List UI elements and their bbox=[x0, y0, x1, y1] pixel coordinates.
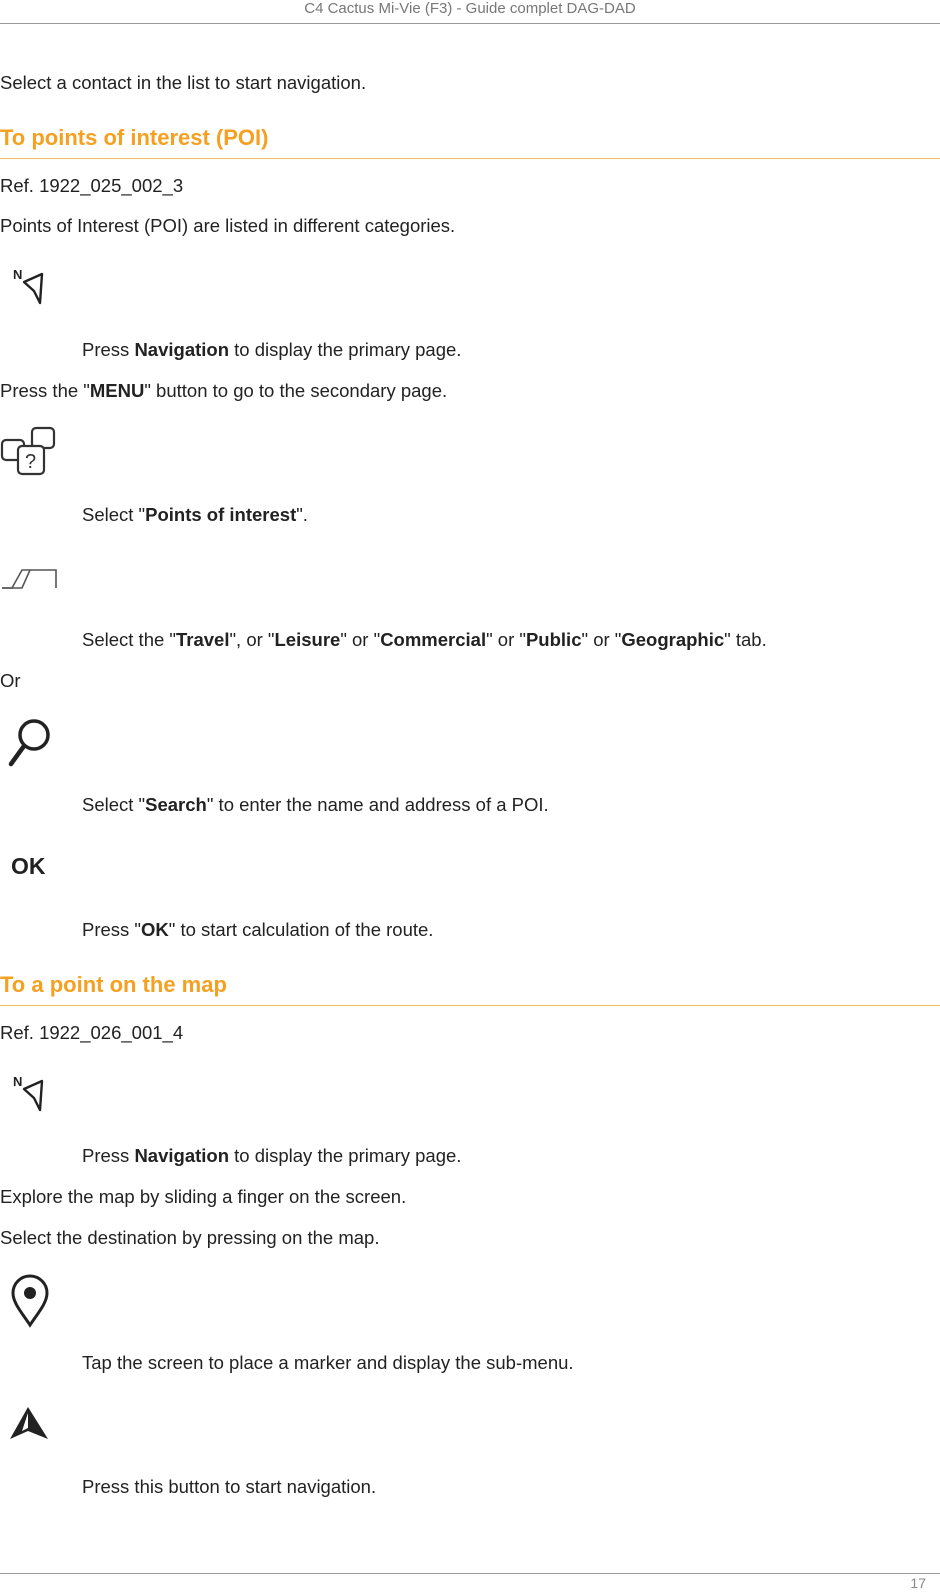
step-menu: Press the "MENU" button to go to the secondary page. bbox=[0, 380, 448, 401]
step-press-navigation: Press Navigation to display the primary page. bbox=[82, 339, 462, 360]
ok-icon bbox=[10, 850, 54, 880]
or-text: Or bbox=[0, 670, 21, 691]
map-marker-icon bbox=[10, 1273, 50, 1329]
step-select-tab: Select the "Travel", or "Leisure" or "Commercial" or "Public" or "Geographic" tab. bbox=[82, 629, 767, 650]
navigation-icon bbox=[10, 1072, 50, 1114]
svg-text:?: ? bbox=[25, 451, 37, 473]
step-place-marker: Tap the screen to place a marker and display the sub-menu. bbox=[82, 1352, 574, 1373]
document-title: C4 Cactus Mi-Vie (F3) - Guide complet DAG-DAD bbox=[304, 0, 636, 17]
ref-map: Ref. 1922_026_001_4 bbox=[0, 1022, 184, 1043]
step-start-navigation: Press this button to start navigation. bbox=[82, 1476, 377, 1497]
start-navigation-icon bbox=[8, 1405, 50, 1441]
page-footer bbox=[0, 1573, 940, 1574]
section-title-poi: To points of interest (POI) bbox=[0, 125, 940, 159]
intro-text: Select a contact in the list to start navigation. bbox=[0, 72, 367, 93]
step-select-destination: Select the destination by pressing on the map. bbox=[0, 1227, 380, 1248]
menu-windows-icon bbox=[0, 426, 60, 478]
page-header bbox=[0, 0, 940, 24]
navigation-icon bbox=[10, 265, 50, 307]
search-icon bbox=[6, 715, 54, 769]
svg-text:N: N bbox=[13, 1074, 23, 1089]
page-number: 17 bbox=[910, 1575, 926, 1591]
step-explore: Explore the map by sliding a finger on the screen. bbox=[0, 1186, 407, 1207]
step-select-poi: Select "Points of interest". bbox=[82, 504, 308, 525]
step-press-navigation-map: Press Navigation to display the primary page. bbox=[82, 1145, 462, 1166]
step-ok: Press "OK" to start calculation of the route. bbox=[82, 919, 434, 940]
section-title-map: To a point on the map bbox=[0, 972, 940, 1006]
svg-text:N: N bbox=[13, 267, 23, 282]
ref-poi: Ref. 1922_025_002_3 bbox=[0, 175, 184, 196]
svg-text:OK: OK bbox=[11, 853, 46, 879]
poi-description: Points of Interest (POI) are listed in different categories. bbox=[0, 215, 456, 236]
tab-icon bbox=[0, 566, 60, 596]
step-search: Select "Search" to enter the name and address of a POI. bbox=[82, 794, 549, 815]
